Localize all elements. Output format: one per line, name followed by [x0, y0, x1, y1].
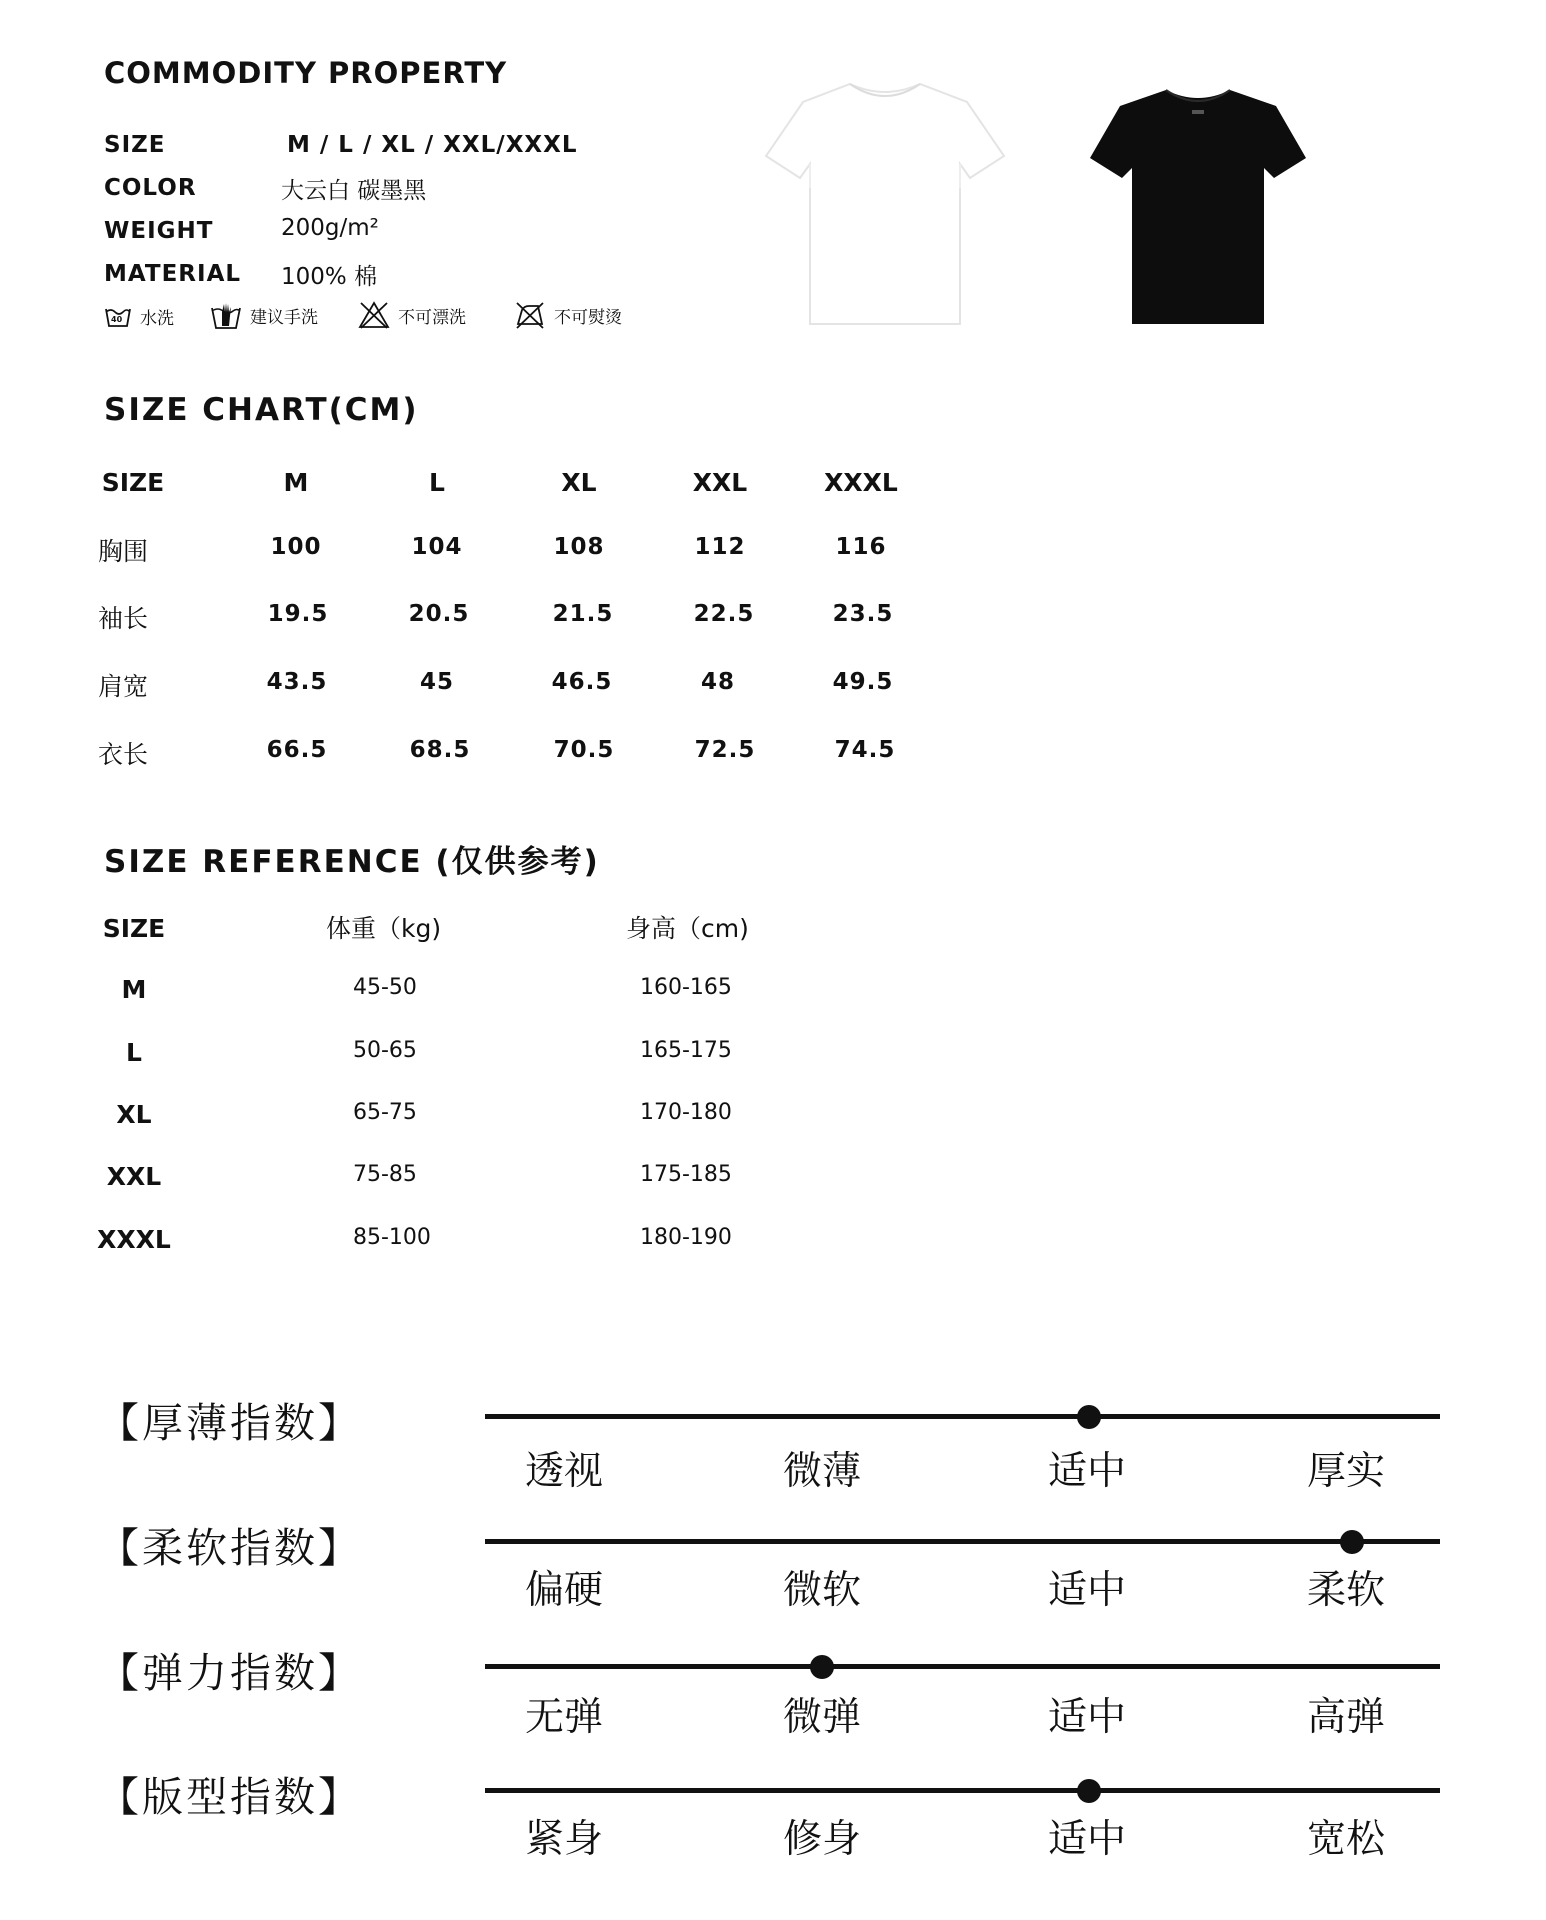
care-hand-wash: [210, 300, 318, 330]
index-scale-label: 高弹: [1306, 1695, 1385, 1740]
size-chart-cell: 100: [270, 534, 322, 560]
wash-40-icon: [104, 305, 132, 329]
size-chart-cell: 20.5: [408, 601, 470, 627]
no-iron-icon: [514, 300, 546, 330]
black-tshirt-icon: [1088, 86, 1308, 332]
size-chart-cell: 49.5: [832, 669, 894, 695]
index-scale-label: 适中: [1047, 1695, 1126, 1740]
prop-value-size: M / L / XL / XXL/XXXL: [287, 132, 578, 158]
size-reference-height: 160-165: [640, 975, 732, 1000]
size-chart-header-l: L: [429, 468, 445, 497]
size-chart-header-size: SIZE: [101, 468, 165, 497]
index-elasticity: [0, 1640, 1546, 1760]
size-reference-header-weight: 体重（kg): [326, 914, 442, 943]
index-scale-label: 厚实: [1306, 1449, 1385, 1494]
size-reference-weight: 65-75: [353, 1100, 417, 1125]
size-chart-cell: 46.5: [551, 669, 613, 695]
size-chart-row-label: 胸围: [98, 537, 149, 566]
index-scale-label: 无弹: [524, 1695, 603, 1740]
size-reference-size: XXL: [106, 1162, 162, 1191]
index-title: 【厚薄指数】: [98, 1399, 362, 1447]
index-scale-label: 微软: [782, 1568, 861, 1613]
care-no-bleach: [358, 300, 466, 330]
index-scale-label: 适中: [1047, 1449, 1126, 1494]
size-chart-cell: 104: [411, 534, 463, 560]
care-label-no-bleach: 不可漂洗: [398, 307, 466, 328]
size-chart-row-label: 袖长: [98, 604, 149, 633]
size-reference-height: 180-190: [640, 1225, 732, 1250]
size-chart-title: SIZE CHART(CM): [104, 392, 419, 428]
size-chart-cell: 116: [835, 534, 887, 560]
index-scale-line: [485, 1788, 1440, 1793]
size-reference-size: L: [126, 1038, 142, 1067]
index-scale-label: 透视: [524, 1449, 603, 1494]
size-chart-cell: 74.5: [834, 737, 896, 763]
care-wash: [104, 304, 174, 329]
index-title: 【柔软指数】: [98, 1524, 362, 1572]
size-chart-cell: 112: [694, 534, 746, 560]
size-reference-size: M: [121, 975, 147, 1004]
prop-value-color: 大云白 碳墨黑: [281, 178, 427, 204]
size-reference-size: XXXL: [97, 1225, 171, 1254]
size-chart-cell: 68.5: [409, 737, 471, 763]
index-fit: [0, 1764, 1546, 1884]
size-chart-cell: 48: [700, 669, 735, 695]
prop-label-color: COLOR: [104, 175, 197, 201]
wash-temperature-badge: 40: [111, 314, 123, 324]
size-chart-cell: 43.5: [266, 669, 328, 695]
size-chart-row-label: 肩宽: [98, 672, 149, 701]
index-scale-label: 微薄: [782, 1449, 861, 1494]
size-chart-cell: 22.5: [693, 601, 755, 627]
size-chart-cell: 66.5: [266, 737, 328, 763]
index-scale-label: 紧身: [524, 1817, 603, 1862]
index-scale-label: 修身: [782, 1817, 861, 1862]
care-label-wash: 水洗: [140, 309, 174, 329]
index-thickness: [0, 1390, 1546, 1510]
size-reference-height: 170-180: [640, 1100, 732, 1125]
prop-label-size: SIZE: [104, 132, 166, 158]
size-reference-weight: 75-85: [353, 1162, 417, 1187]
care-label-hand-wash: 建议手洗: [250, 307, 318, 328]
index-scale-label: 适中: [1047, 1568, 1126, 1613]
index-title: 【版型指数】: [98, 1773, 362, 1821]
size-chart-header-xxxl: XXXL: [824, 468, 898, 497]
size-chart-cell: 19.5: [267, 601, 329, 627]
index-scale-line: [485, 1664, 1440, 1669]
index-title: 【弹力指数】: [98, 1649, 362, 1697]
prop-label-material: MATERIAL: [104, 261, 242, 287]
size-chart-cell: 72.5: [694, 737, 756, 763]
prop-value-material: 100% 棉: [281, 264, 378, 290]
index-scale-label: 宽松: [1306, 1817, 1385, 1862]
size-reference-size: XL: [116, 1100, 152, 1129]
index-level-marker: [1077, 1779, 1101, 1803]
index-scale-line: [485, 1414, 1440, 1419]
size-reference-height: 165-175: [640, 1038, 732, 1063]
size-reference-title: SIZE REFERENCE (仅供参考): [104, 844, 600, 880]
size-chart-cell: 70.5: [553, 737, 615, 763]
size-chart-cell: 45: [419, 669, 454, 695]
size-chart-cell: 108: [553, 534, 605, 560]
index-scale-label: 柔软: [1306, 1568, 1385, 1613]
size-chart-cell: 23.5: [832, 601, 894, 627]
index-level-marker: [810, 1655, 834, 1679]
care-label-no-iron: 不可熨烫: [554, 307, 622, 328]
index-softness: [0, 1515, 1546, 1635]
size-reference-header-size: SIZE: [102, 914, 166, 943]
size-chart-header-m: M: [283, 468, 309, 497]
prop-value-weight: 200g/m²: [281, 215, 379, 241]
prop-label-weight: WEIGHT: [104, 218, 214, 244]
size-chart-header-xl: XL: [561, 468, 597, 497]
size-chart-cell: 21.5: [552, 601, 614, 627]
size-reference-header-height: 身高（cm): [626, 914, 749, 943]
size-reference-weight: 45-50: [353, 975, 417, 1000]
index-level-marker: [1340, 1530, 1364, 1554]
no-bleach-icon: [358, 300, 390, 330]
index-scale-label: 适中: [1047, 1817, 1126, 1862]
index-level-marker: [1077, 1405, 1101, 1429]
size-chart-header-xxl: XXL: [692, 468, 748, 497]
size-reference-weight: 50-65: [353, 1038, 417, 1063]
size-reference-weight: 85-100: [353, 1225, 431, 1250]
size-chart-row-label: 衣长: [98, 740, 149, 769]
commodity-title: COMMODITY PROPERTY: [104, 56, 508, 90]
index-scale-label: 偏硬: [524, 1568, 603, 1613]
size-reference-height: 175-185: [640, 1162, 732, 1187]
care-no-iron: [514, 300, 622, 330]
index-scale-label: 微弹: [782, 1695, 861, 1740]
white-tshirt-icon: [762, 78, 1008, 332]
hand-wash-icon: [210, 300, 242, 330]
index-scale-line: [485, 1539, 1440, 1544]
